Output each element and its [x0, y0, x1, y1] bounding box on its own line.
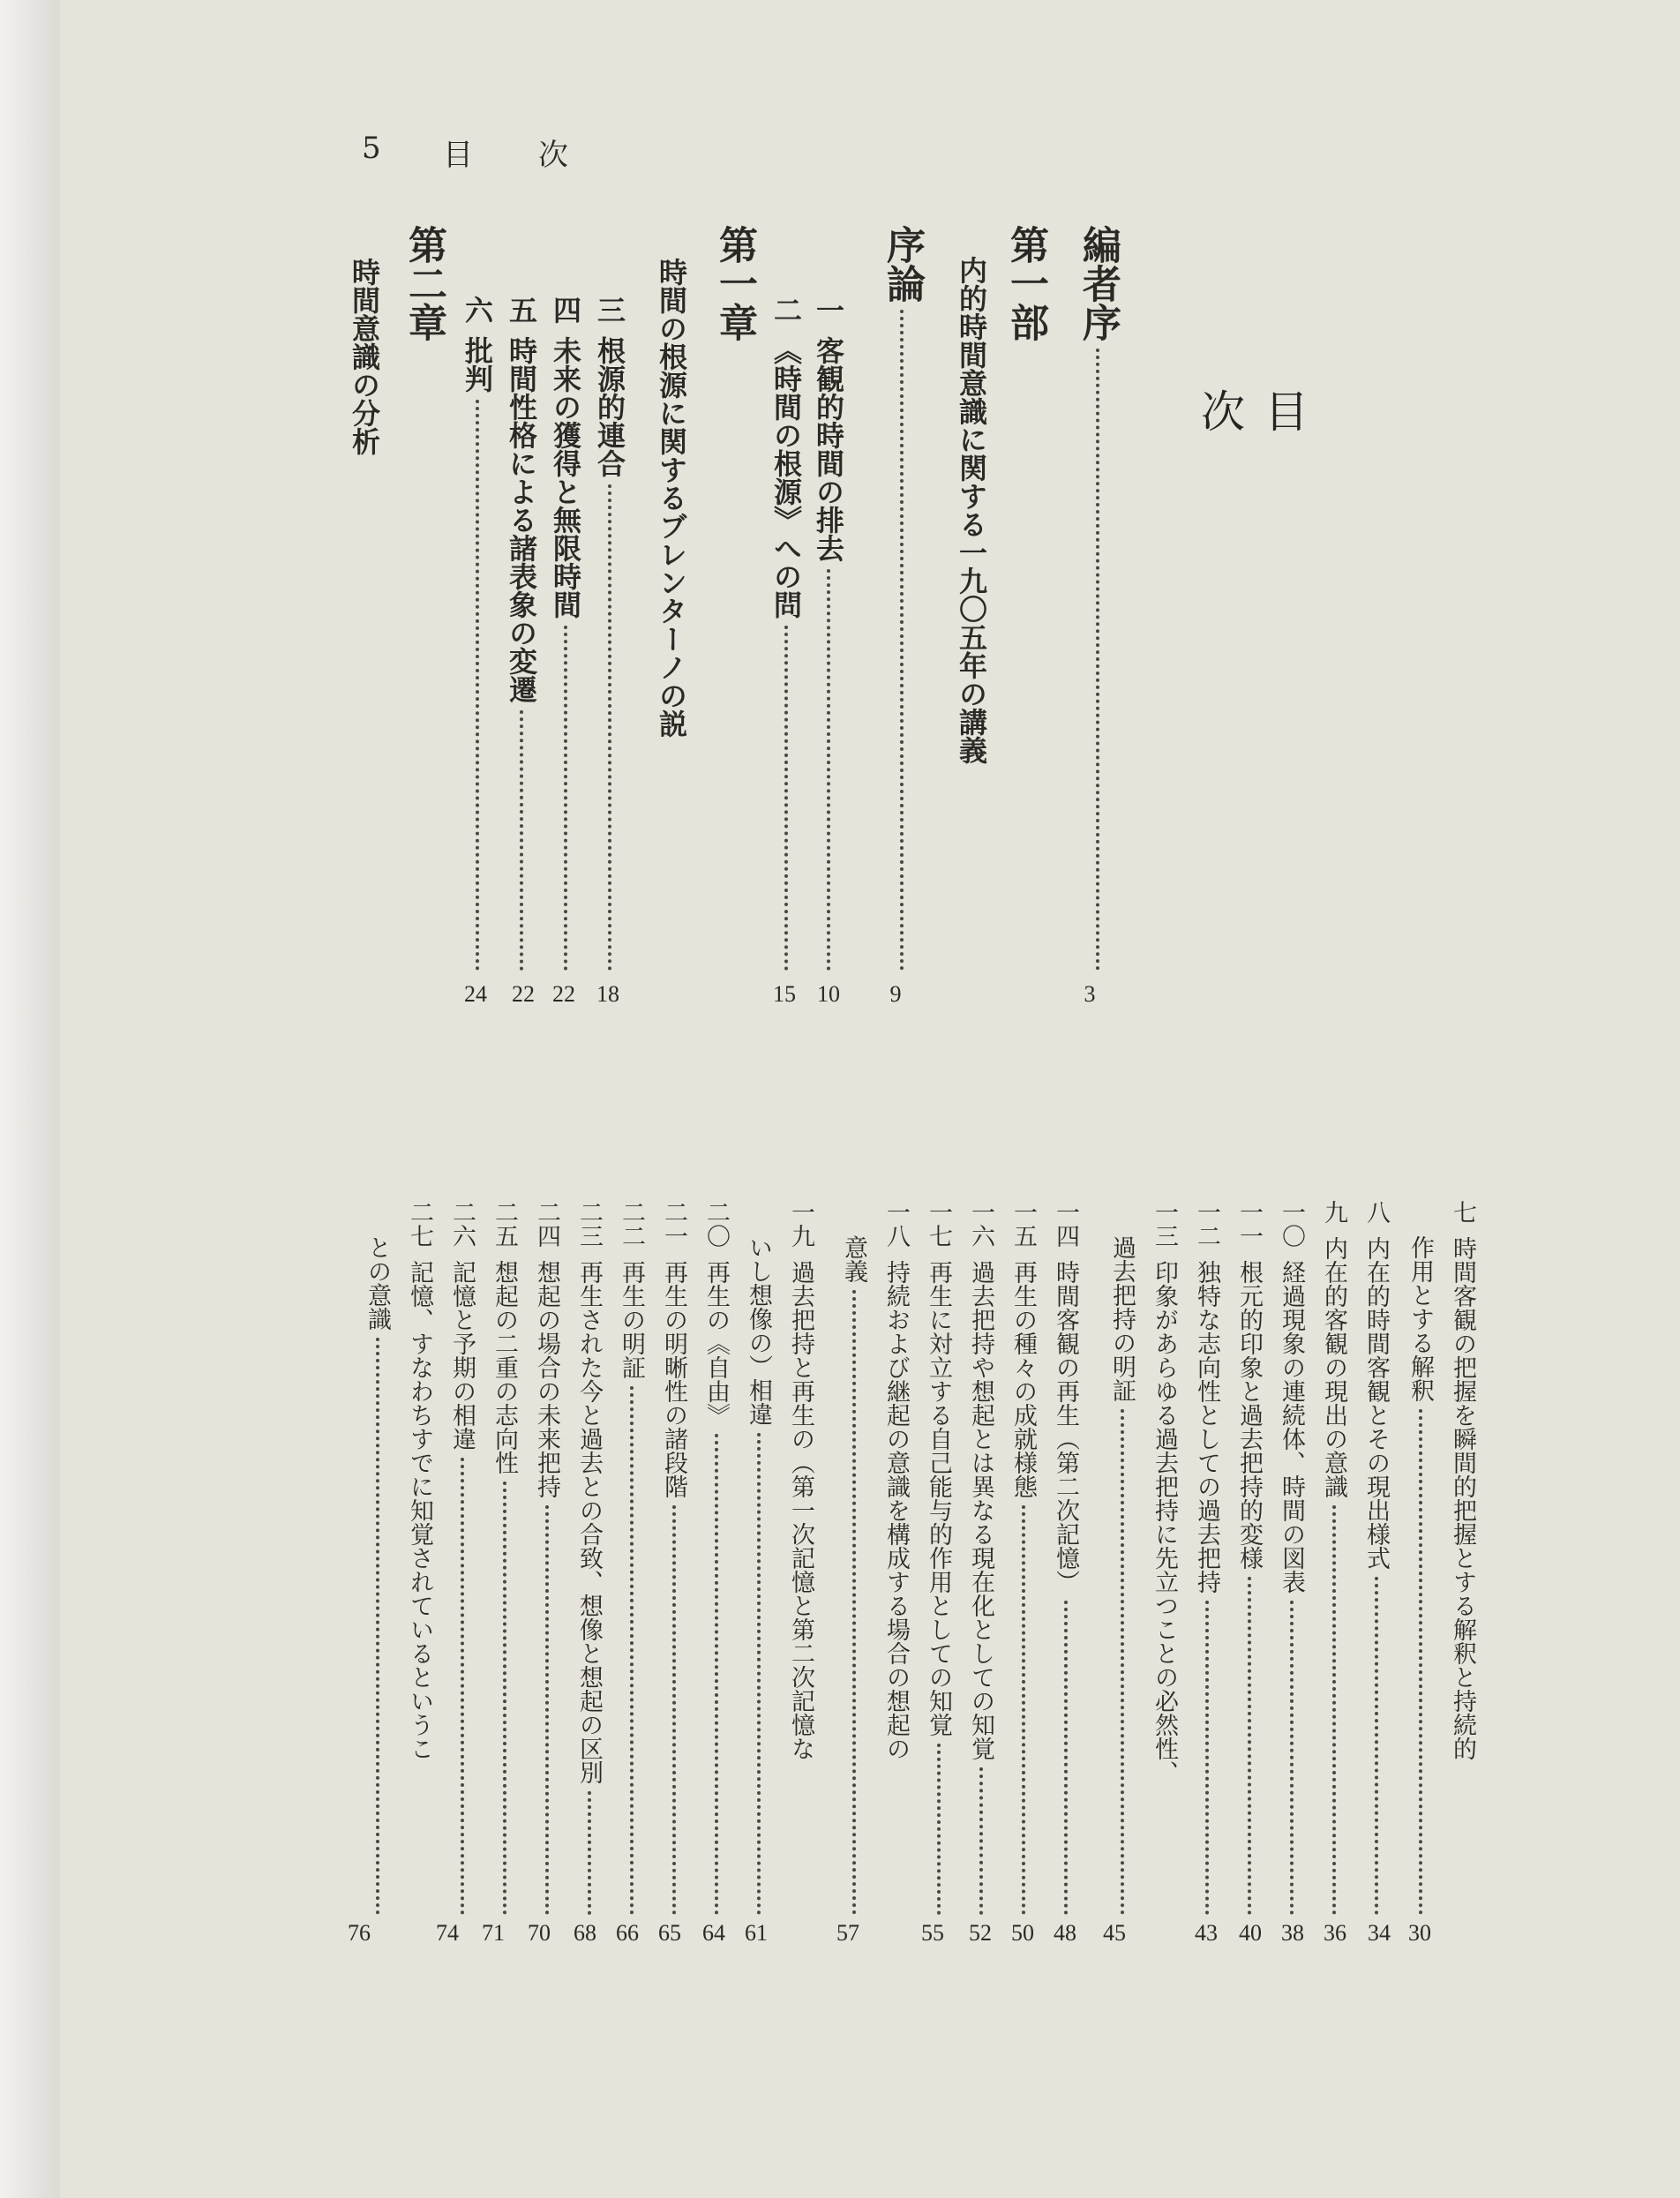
toc-entry-label: 第一章 [712, 225, 757, 341]
toc-page-number: 30 [1408, 1920, 1431, 1946]
toc-entry [1048, 1200, 1083, 1915]
toc-entry [836, 1235, 871, 1915]
toc-entry-label: 再生された今と過去との合致、想像と想起の区別 [575, 1260, 603, 1784]
toc-entry [651, 258, 692, 738]
toc-entry [808, 296, 849, 971]
toc-entry-label: 再生の《自由》 [702, 1260, 730, 1427]
toc-entry [766, 296, 806, 971]
toc-entry [879, 1200, 913, 1760]
toc-entry-number: 八 [1362, 1200, 1390, 1224]
toc-entry-label: 内在的客観の現出の意識 [1320, 1236, 1347, 1498]
toc-entry-number: 二〇 [702, 1200, 730, 1248]
toc-entry-number: 一 [812, 296, 845, 324]
toc-entry-label: 再生の明証 [618, 1260, 645, 1379]
toc-entry-label: 印象があらゆる過去把持に先立つことの必然性、 [1151, 1260, 1178, 1784]
toc-entry-number: 一〇 [1278, 1200, 1305, 1248]
toc-leader-dots [1290, 1601, 1294, 1915]
toc-entry [997, 225, 1054, 341]
toc-entry-number: 二四 [533, 1200, 560, 1248]
toc-entry [656, 1200, 691, 1915]
toc-leader-dots [630, 1386, 634, 1915]
toc-entry-label: 想起の二重の志向性 [491, 1260, 518, 1474]
toc-entry-label: 再生の種々の成就様態 [1009, 1260, 1037, 1498]
toc-page-number: 45 [1103, 1920, 1126, 1946]
toc-entry-number: 一四 [1052, 1200, 1079, 1248]
toc-page-number: 24 [464, 981, 487, 1007]
toc-page-number: 74 [436, 1920, 459, 1946]
toc-leader-dots [376, 1338, 379, 1915]
toc-entry [1069, 225, 1126, 971]
toc-leader-dots [979, 1767, 983, 1915]
toc-title: 目次 [1194, 388, 1309, 529]
toc-entry [1105, 1235, 1139, 1915]
toc-entry [1232, 1200, 1266, 1915]
toc-leader-dots [1096, 349, 1099, 971]
running-head-title-1: 目 [443, 138, 473, 173]
toc-page-number: 70 [528, 1920, 551, 1946]
toc-entry-label: 時間の根源に関するブレンターノの説 [655, 258, 688, 738]
toc-entry [741, 1235, 776, 1915]
toc-entry [402, 1200, 437, 1760]
toc-leader-dots [545, 1505, 549, 1915]
toc-entry-label: 時間客観の再生（第二次記憶） [1052, 1260, 1079, 1594]
toc-leader-dots [937, 1744, 941, 1915]
toc-entry-label: 意義 [840, 1235, 867, 1283]
toc-leader-dots [757, 1433, 761, 1915]
toc-leader-dots [1419, 1409, 1422, 1915]
toc-entry-label: 想起の場合の未来把持 [533, 1260, 560, 1498]
toc-entry-number: 二七 [406, 1200, 433, 1248]
toc-entry [445, 1200, 479, 1915]
toc-entry [951, 256, 992, 764]
toc-entry [1359, 1200, 1393, 1915]
toc-entry-label: 過去把持の明証 [1108, 1235, 1136, 1402]
toc-entry-label: 時間意識の分析 [348, 258, 381, 455]
toc-entry-label: 記憶と予期の相違 [448, 1260, 476, 1451]
toc-entry-number: 一五 [1009, 1200, 1037, 1248]
toc-page-number: 15 [773, 981, 796, 1007]
toc-entry-number: 一六 [967, 1200, 994, 1248]
toc-entry [1316, 1200, 1351, 1915]
toc-leader-dots [1332, 1505, 1336, 1915]
page-spine-shadow [0, 0, 60, 2198]
toc-page-number: 64 [702, 1920, 725, 1946]
toc-leader-dots [827, 569, 830, 971]
running-head-page-number: 5 [362, 131, 381, 166]
toc-leader-dots [461, 1458, 464, 1915]
toc-entry-number: 二二 [618, 1200, 645, 1248]
running-head-title-2: 次 [538, 138, 568, 173]
toc-page-number: 22 [512, 981, 535, 1007]
toc-entry-label: 過去把持や想起とは異なる現在化としての知覚 [967, 1260, 994, 1760]
toc-entry-label: いし想像の）相違 [745, 1235, 772, 1426]
toc-entry [501, 296, 542, 971]
toc-entry-number: 二三 [575, 1200, 603, 1248]
toc-entry-label: 第一部 [1003, 225, 1048, 341]
toc-entry [614, 1200, 649, 1915]
toc-page-number: 76 [348, 1920, 371, 1946]
toc-leader-dots [852, 1290, 856, 1915]
toc-leader-dots [608, 484, 611, 971]
toc-entry [344, 258, 385, 455]
toc-entry [784, 1200, 818, 1760]
toc-entry-label: 批判 [461, 336, 494, 393]
toc-page-number: 10 [817, 981, 840, 1007]
toc-entry-number: 一八 [882, 1200, 910, 1248]
toc-page-number: 40 [1239, 1920, 1262, 1946]
toc-entry-label: 記憶、すなわちすでに知覚されているというこ [406, 1260, 433, 1760]
toc-leader-dots [715, 1434, 718, 1915]
toc-entry [699, 1200, 733, 1915]
toc-entry-label: 経過現象の連続体、時間の図表 [1278, 1260, 1305, 1594]
toc-entry [1189, 1200, 1224, 1915]
toc-entry-number: 七 [1449, 1200, 1476, 1224]
toc-entry-number: 一七 [925, 1200, 952, 1248]
toc-entry-label: 時間性格による諸表象の変遷 [505, 336, 538, 703]
toc-leader-dots [784, 626, 788, 971]
toc-entry-number: 一三 [1151, 1200, 1178, 1248]
toc-entry-number: 二五 [491, 1200, 518, 1248]
toc-page-number: 36 [1324, 1920, 1346, 1946]
toc-entry-label: 《時間の根源》への問 [769, 336, 803, 619]
toc-entry [572, 1200, 606, 1915]
toc-leader-dots [672, 1505, 676, 1915]
toc-page-number: 38 [1281, 1920, 1304, 1946]
toc-entry-label: 内在的時間客観とその現出様式 [1362, 1236, 1390, 1570]
toc-entry-label: 客観的時間の排去 [812, 336, 845, 562]
toc-leader-dots [1205, 1601, 1209, 1915]
toc-entry-label: 再生に対立する自己能与的作用としての知覚 [925, 1260, 952, 1737]
toc-entry [964, 1200, 998, 1915]
toc-page-number: 65 [658, 1920, 681, 1946]
toc-entry [589, 296, 630, 971]
toc-entry-number: 一一 [1235, 1200, 1263, 1248]
toc-entry [1006, 1200, 1040, 1915]
toc-entry-number: 三 [593, 296, 626, 324]
toc-entry-number: 二六 [448, 1200, 476, 1248]
toc-entry [360, 1235, 394, 1915]
toc-leader-dots [476, 400, 479, 971]
toc-entry [706, 225, 762, 341]
toc-leader-dots [1248, 1577, 1251, 1915]
toc-page-number: 48 [1054, 1920, 1076, 1946]
toc-leader-dots [503, 1482, 506, 1915]
running-head [362, 124, 574, 176]
toc-entry-number: 一二 [1193, 1200, 1220, 1248]
toc-entry-number: 四 [549, 296, 582, 324]
toc-page-number: 71 [482, 1920, 505, 1946]
toc-page-number: 55 [921, 1920, 944, 1946]
toc-page-number: 43 [1195, 1920, 1218, 1946]
toc-entry-label: 独特な志向性としての過去把持 [1193, 1260, 1220, 1594]
toc-entry-number: 九 [1320, 1200, 1347, 1224]
toc-entry-number: 二一 [660, 1200, 687, 1248]
toc-entry-label: 内的時間意識に関する一九〇五年の講義 [955, 256, 988, 764]
toc-page-number: 61 [745, 1920, 768, 1946]
toc-entry [1147, 1200, 1181, 1784]
toc-entry-label: 過去把持と再生の（第一次記憶と第二次記憶な [787, 1260, 814, 1760]
toc-leader-dots [564, 626, 567, 971]
toc-entry-number: 二 [769, 296, 803, 324]
toc-entry-number: 六 [461, 296, 494, 324]
toc-leader-dots [1022, 1505, 1025, 1915]
toc-entry [1274, 1200, 1309, 1915]
toc-page-number: 66 [616, 1920, 639, 1946]
toc-entry [487, 1200, 521, 1915]
toc-leader-dots [520, 710, 523, 971]
toc-page-number: 50 [1011, 1920, 1034, 1946]
toc-entry-label: 編者序 [1076, 225, 1121, 341]
toc-page-number: 9 [889, 981, 902, 1007]
toc-entry-label: 未来の獲得と無限時間 [549, 336, 582, 619]
toc-page-number: 22 [552, 981, 575, 1007]
toc-entry [395, 225, 452, 341]
toc-entry-label: 時間客観の把握を瞬間的把握とする解釈と持続的 [1449, 1236, 1476, 1760]
toc-leader-dots [1375, 1577, 1378, 1915]
toc-entry [545, 296, 586, 971]
toc-entry-number: 一九 [787, 1200, 814, 1248]
toc-leader-dots [1121, 1409, 1124, 1915]
toc-entry-number: 五 [505, 296, 538, 324]
toc-entry [1403, 1235, 1437, 1915]
toc-entry [874, 225, 930, 971]
toc-entry-label: 再生の明晰性の諸段階 [660, 1260, 687, 1498]
toc-entry [1445, 1200, 1480, 1760]
toc-leader-dots [1064, 1601, 1068, 1915]
toc-leader-dots [900, 310, 904, 971]
toc-page-number: 18 [596, 981, 619, 1007]
toc-page-number: 57 [836, 1920, 859, 1946]
toc-entry-label: 作用とする解釈 [1406, 1235, 1434, 1402]
toc-entry [457, 296, 498, 971]
toc-entry-label: 第二章 [401, 225, 446, 341]
toc-page-number: 3 [1084, 981, 1096, 1007]
toc-leader-dots [588, 1791, 591, 1915]
toc-entry-label: との意識 [364, 1235, 391, 1331]
toc-page-number: 34 [1368, 1920, 1391, 1946]
toc-entry-label: 根源的連合 [593, 336, 626, 477]
toc-entry [529, 1200, 564, 1915]
toc-page-number: 52 [969, 1920, 992, 1946]
toc-page-number: 68 [574, 1920, 596, 1946]
toc-entry [921, 1200, 956, 1915]
toc-entry-label: 序論 [880, 225, 925, 303]
toc-entry-label: 持続および継起の意識を構成する場合の想起の [882, 1260, 910, 1760]
toc-entry-label: 根元的印象と過去把持的変様 [1235, 1260, 1263, 1570]
